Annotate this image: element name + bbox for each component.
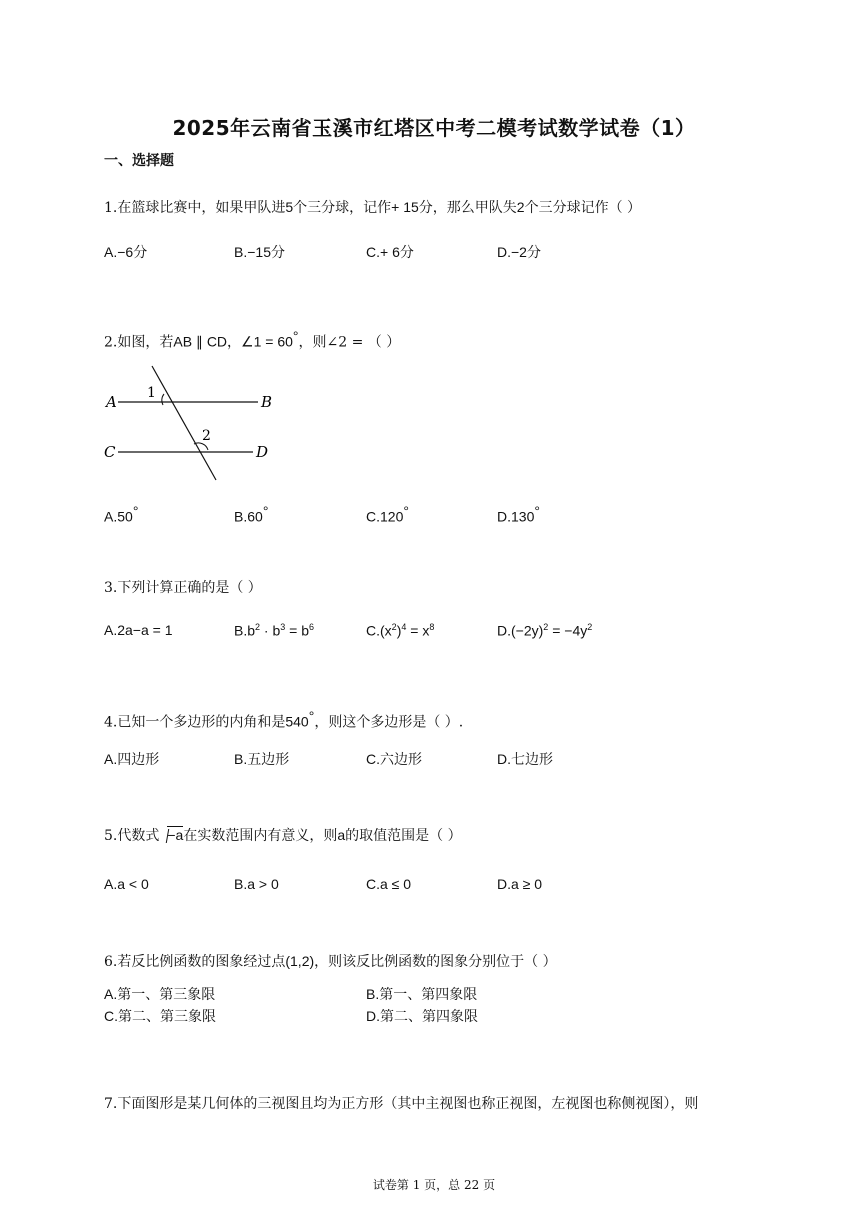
option-letter: A. — [104, 244, 118, 260]
label-a: A — [106, 393, 117, 411]
option-letter: A. — [104, 622, 118, 638]
angle-1-arc — [162, 394, 164, 405]
question-2-option-d — [497, 503, 540, 526]
question-4-text-b: ，则这个多边形是（ ）. — [314, 714, 464, 731]
option-letter: C. — [366, 876, 380, 892]
degree-sign: ° — [292, 328, 299, 344]
radicand: −a — [167, 827, 184, 843]
question-7: 7.下面图形是某几何体的三视图且均为正方形（其中主视图也称正视图，左视图也称侧视图），则 — [104, 1096, 699, 1112]
option-letter: C. — [366, 508, 380, 525]
exponent: 8 — [429, 622, 435, 632]
expr-part: ) — [396, 622, 402, 639]
question-5-text-b: 在实数范围内有意义，则 — [183, 828, 338, 844]
option-value: 120 — [380, 508, 404, 525]
option-value: a ≥ 0 — [511, 876, 543, 892]
question-2-option-a — [104, 503, 138, 526]
option-letter: B. — [234, 622, 248, 639]
option-value: a ≤ 0 — [380, 876, 412, 892]
question-1-text-b: 个三分球，记作 — [293, 200, 392, 216]
option-value: 2a−a = 1 — [117, 622, 173, 638]
question-4-option-c — [366, 749, 422, 769]
question-3-option-c — [366, 622, 434, 639]
option-value: 第二、第四象限 — [380, 1009, 478, 1025]
option-letter: D. — [366, 1008, 380, 1024]
page-footer: 试卷第 1 页，总 22 页 — [372, 1178, 496, 1192]
option-value: 四边形 — [117, 752, 160, 768]
question-6-text-b: ，则该反比例函数的图象分别位于（ ） — [314, 954, 557, 970]
option-letter: A. — [104, 751, 118, 767]
label-c: C — [104, 443, 116, 461]
question-4-value: 540 — [285, 713, 309, 730]
question-4-option-d — [497, 749, 553, 769]
question-6-option-c — [104, 1006, 216, 1026]
question-1-text-d: 个三分球记作（ ） — [524, 200, 642, 216]
option-letter: B. — [234, 876, 248, 892]
question-5-option-b — [234, 876, 279, 893]
option-letter: C. — [366, 751, 380, 767]
question-5-option-d — [497, 876, 542, 893]
option-letter: B. — [234, 751, 248, 767]
question-4-text-a: 4.已知一个多边形的内角和是 — [104, 714, 286, 731]
question-2-text-a: 2.如图，若 — [104, 334, 174, 351]
label-b: B — [261, 393, 273, 411]
question-6-point: (1,2) — [285, 953, 315, 969]
option-letter: B. — [366, 986, 380, 1002]
option-value: 七边形 — [511, 752, 553, 768]
option-value: 五边形 — [247, 752, 290, 768]
question-5-text-a: 5.代数式 — [104, 828, 160, 844]
option-value: −6分 — [117, 244, 148, 260]
option-value: 第一、第四象限 — [379, 987, 478, 1003]
option-value: −2分 — [511, 244, 541, 260]
question-5 — [104, 825, 462, 845]
exponent: 2 — [255, 622, 261, 632]
exponent: 2 — [543, 622, 549, 632]
page-title: 2025年云南省玉溪市红塔区中考二模考试数学试卷（1） — [172, 116, 696, 140]
question-5-option-c — [366, 876, 411, 893]
angle-1-label: 1 — [147, 385, 156, 401]
expr-part: = x — [406, 622, 430, 639]
question-2-expression: AB ∥ CD，∠1 = 60 — [173, 333, 293, 350]
expr-part: = −4y — [548, 622, 588, 639]
expr-part: (−2y) — [511, 622, 544, 639]
exponent: 6 — [309, 622, 315, 632]
expr-part: = b — [285, 622, 310, 639]
option-value: 第一、第三象限 — [117, 987, 216, 1003]
degree-sign: ° — [308, 708, 315, 724]
expr-part: · b — [260, 622, 281, 639]
question-1-number-3: 2 — [516, 199, 525, 215]
option-value: a > 0 — [247, 876, 279, 892]
question-1-text-c: 分，那么甲队失 — [418, 200, 517, 216]
option-letter: B. — [234, 508, 248, 525]
option-value: 130 — [511, 508, 535, 525]
option-value: + 6分 — [380, 244, 414, 260]
option-letter: B. — [234, 244, 248, 260]
question-2-text-b: ，则∠2 = （ ） — [298, 334, 401, 351]
option-value: 六边形 — [380, 752, 422, 768]
transversal-line — [152, 366, 216, 480]
question-6-option-a — [104, 984, 215, 1004]
parallel-lines-figure — [98, 360, 288, 485]
question-1 — [104, 197, 641, 217]
degree-sign: ° — [534, 503, 540, 519]
label-d: D — [256, 443, 269, 461]
option-value: a < 0 — [117, 876, 149, 892]
question-3: 3.下列计算正确的是（ ） — [104, 580, 262, 596]
option-letter: D. — [497, 622, 511, 639]
expr-part: b — [247, 622, 256, 639]
option-letter: D. — [497, 508, 511, 525]
question-3-option-b — [234, 622, 314, 639]
question-2-option-b — [234, 503, 268, 526]
exponent: 2 — [391, 622, 397, 632]
question-5-option-a — [104, 876, 149, 893]
question-2 — [104, 328, 400, 352]
question-1-text-a: 1.在篮球比赛中，如果甲队进 — [104, 200, 286, 216]
question-3-option-a — [104, 622, 173, 639]
question-6-text-a: 6.若反比例函数的图象经过点 — [104, 954, 286, 970]
question-1-option-c — [366, 242, 414, 262]
option-letter: A. — [104, 876, 118, 892]
question-6-option-b — [366, 984, 477, 1004]
question-6-option-d — [366, 1006, 478, 1026]
question-5-text-c: 的取值范围是（ ） — [345, 828, 462, 844]
exponent: 4 — [401, 622, 407, 632]
option-letter: C. — [366, 244, 380, 260]
degree-sign: ° — [132, 503, 139, 519]
option-letter: A. — [104, 508, 118, 525]
option-letter: A. — [104, 986, 118, 1002]
question-3-option-d — [497, 622, 592, 639]
option-letter: D. — [497, 751, 511, 767]
exponent: 2 — [587, 622, 593, 632]
question-4-option-b — [234, 749, 289, 769]
option-value: 60 — [247, 508, 263, 525]
option-value: 第二、第三象限 — [118, 1009, 216, 1025]
section-heading: 一、选择题 — [104, 153, 174, 169]
degree-sign: ° — [403, 503, 409, 519]
question-5-variable: a — [337, 827, 346, 843]
option-letter: C. — [104, 1008, 118, 1024]
expr-part: (x — [380, 622, 392, 639]
question-6 — [104, 951, 557, 971]
option-letter: D. — [497, 876, 511, 892]
question-2-option-c — [366, 503, 409, 526]
question-1-number-1: 5 — [285, 199, 294, 215]
square-root-expression — [159, 827, 183, 844]
option-letter: C. — [366, 622, 380, 639]
degree-sign: ° — [262, 503, 269, 519]
question-4 — [104, 708, 463, 732]
exponent: 3 — [280, 622, 286, 632]
option-value: 50 — [117, 508, 133, 525]
question-1-option-d — [497, 242, 541, 262]
question-1-option-b — [234, 242, 285, 262]
question-1-option-a — [104, 242, 147, 262]
option-letter: D. — [497, 244, 511, 260]
angle-2-label: 2 — [202, 428, 211, 444]
option-value: −15分 — [247, 244, 285, 260]
question-1-number-2: + 15 — [391, 199, 419, 215]
question-4-option-a — [104, 749, 159, 769]
